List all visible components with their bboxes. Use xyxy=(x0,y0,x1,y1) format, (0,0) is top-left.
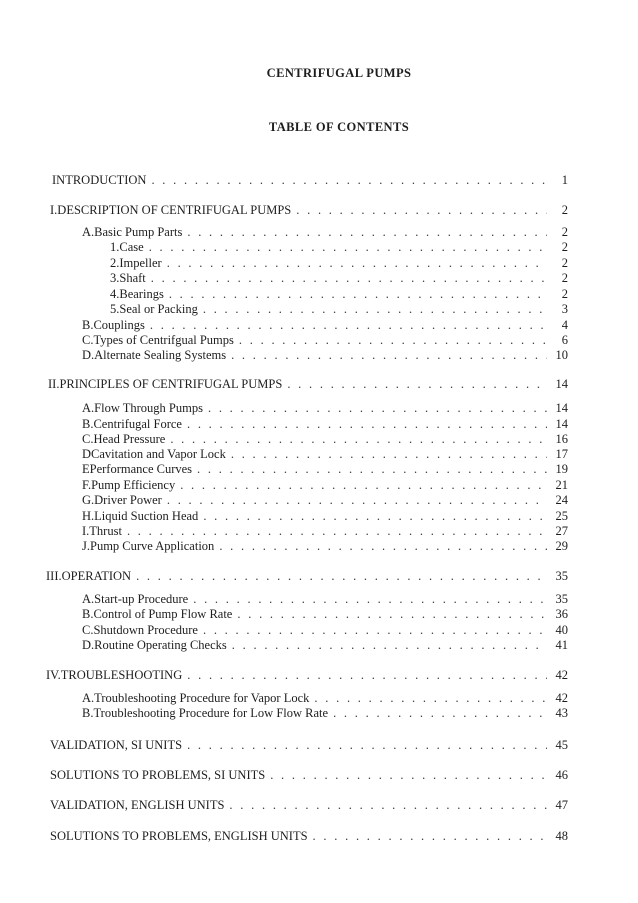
toc-entry xyxy=(46,569,568,584)
toc-entry-page-number: 2 xyxy=(561,240,568,254)
toc-entry-label: Shutdown Procedure xyxy=(93,623,198,637)
toc-entry xyxy=(82,607,568,622)
toc-entry xyxy=(82,318,568,333)
toc-entry-label: Cavitation and Vapor Lock xyxy=(91,447,226,461)
toc-entry-label: Troubleshooting Procedure for Vapor Lock xyxy=(94,691,310,705)
toc-entry-number: B. xyxy=(82,318,94,332)
dot-leader xyxy=(150,318,547,333)
toc-entry-label: Bearings xyxy=(119,287,164,301)
toc-entry-page-number: 14 xyxy=(555,377,568,391)
dot-leader xyxy=(203,623,547,638)
toc-entry-label: VALIDATION, ENGLISH UNITS xyxy=(50,798,225,812)
toc-entry-number: A. xyxy=(82,691,95,705)
toc-entry xyxy=(50,829,568,844)
toc-entry xyxy=(82,447,568,462)
toc-entry-label: Performance Curves xyxy=(89,462,193,476)
dot-leader xyxy=(187,225,547,240)
toc-entry-label: PRINCIPLES OF CENTRIFUGAL PUMPS xyxy=(59,377,283,391)
toc-entry-label: Impeller xyxy=(119,256,162,270)
toc-entry-page-number: 2 xyxy=(561,203,568,217)
dot-leader xyxy=(219,539,547,554)
dot-leader xyxy=(208,401,547,416)
toc-entry-page-number: 24 xyxy=(555,493,568,507)
toc-entry-number: A. xyxy=(82,592,95,606)
toc-entry-number: F. xyxy=(82,478,92,492)
toc-entry-number: I. xyxy=(50,203,58,217)
dot-leader xyxy=(187,668,547,683)
document-title: CENTRIFUGAL PUMPS xyxy=(266,66,412,80)
toc-entry-number: D xyxy=(82,447,92,461)
dot-leader xyxy=(314,691,547,706)
dot-leader xyxy=(197,462,547,477)
dot-leader xyxy=(187,417,547,432)
toc-entry-label: Centrifugal Force xyxy=(93,417,182,431)
toc-entry xyxy=(82,509,568,524)
toc-entry xyxy=(50,738,568,753)
toc-entry-label: Control of Pump Flow Rate xyxy=(93,607,233,621)
toc-entry-label: SOLUTIONS TO PROBLEMS, SI UNITS xyxy=(50,768,266,782)
toc-entry-number: II. xyxy=(48,377,60,391)
toc-entry-page-number: 35 xyxy=(555,592,568,606)
toc-entry-label: Start-up Procedure xyxy=(94,592,189,606)
toc-entry-page-number: 1 xyxy=(561,173,568,187)
toc-entry xyxy=(82,478,568,493)
toc-heading: TABLE OF CONTENTS xyxy=(268,120,410,134)
dot-leader xyxy=(203,302,547,317)
dot-leader xyxy=(231,348,547,363)
toc-entry-number: III. xyxy=(46,569,62,583)
toc-entry-page-number: 40 xyxy=(555,623,568,637)
toc-entry-page-number: 2 xyxy=(561,225,568,239)
toc-entry-label: Liquid Suction Head xyxy=(94,509,199,523)
toc-entry-page-number: 25 xyxy=(555,509,568,523)
dot-leader xyxy=(169,287,547,302)
toc-entry xyxy=(82,348,568,363)
toc-entry-number: 4. xyxy=(110,287,120,301)
toc-entry-number: I. xyxy=(82,524,90,538)
toc-entry xyxy=(48,377,568,392)
toc-entry-page-number: 47 xyxy=(555,798,568,812)
dot-leader xyxy=(270,768,547,783)
toc-entry-page-number: 3 xyxy=(561,302,568,316)
toc-entry xyxy=(82,493,568,508)
toc-entry xyxy=(82,638,568,653)
toc-entry-number: G. xyxy=(82,493,95,507)
toc-entry-page-number: 42 xyxy=(555,668,568,682)
dot-leader xyxy=(149,240,547,255)
dot-leader xyxy=(237,607,547,622)
dot-leader xyxy=(333,706,547,721)
toc-entry-label: Routine Operating Checks xyxy=(94,638,227,652)
toc-entry-page-number: 14 xyxy=(555,417,568,431)
toc-entry-label: INTRODUCTION xyxy=(52,173,147,187)
toc-entry xyxy=(46,668,568,683)
toc-entry-label: Case xyxy=(119,240,144,254)
toc-entry xyxy=(110,240,568,255)
dot-leader xyxy=(180,478,547,493)
dot-leader xyxy=(151,271,547,286)
dot-leader xyxy=(296,203,547,218)
dot-leader xyxy=(193,592,547,607)
toc-entry-label: Basic Pump Parts xyxy=(94,225,183,239)
toc-entry-number: 3. xyxy=(110,271,120,285)
toc-entry-label: Thrust xyxy=(89,524,122,538)
toc-entry-number: A. xyxy=(82,225,95,239)
toc-entry-page-number: 16 xyxy=(555,432,568,446)
toc-entry-number: E xyxy=(82,462,90,476)
toc-entry-label: VALIDATION, SI UNITS xyxy=(50,738,183,752)
toc-entry-label: SOLUTIONS TO PROBLEMS, ENGLISH UNITS xyxy=(50,829,308,843)
toc-entry-label: Couplings xyxy=(93,318,145,332)
toc-entry xyxy=(110,287,568,302)
toc-entry xyxy=(50,203,568,218)
toc-entry-number: J. xyxy=(82,539,90,553)
toc-entry-page-number: 2 xyxy=(561,271,568,285)
toc-entry-number: C. xyxy=(82,333,94,347)
toc-entry-page-number: 48 xyxy=(555,829,568,843)
toc-entry-page-number: 46 xyxy=(555,768,568,782)
toc-entry-label: Head Pressure xyxy=(93,432,166,446)
toc-entry-page-number: 17 xyxy=(555,447,568,461)
toc-entry xyxy=(82,592,568,607)
toc-entry-page-number: 2 xyxy=(561,287,568,301)
toc-entry-page-number: 4 xyxy=(561,318,568,332)
toc-entry-page-number: 45 xyxy=(555,738,568,752)
toc-entry xyxy=(82,401,568,416)
dot-leader xyxy=(232,638,547,653)
toc-entry-number: B. xyxy=(82,417,94,431)
toc-entry-number: D. xyxy=(82,348,95,362)
toc-entry xyxy=(82,417,568,432)
dot-leader xyxy=(287,377,547,392)
toc-entry-number: D. xyxy=(82,638,95,652)
toc-entry-page-number: 29 xyxy=(555,539,568,553)
toc-entry xyxy=(110,271,568,286)
toc-entry-page-number: 10 xyxy=(555,348,568,362)
toc-entry-number: C. xyxy=(82,623,94,637)
toc-entry xyxy=(82,539,568,554)
dot-leader xyxy=(313,829,547,844)
toc-entry-label: DESCRIPTION OF CENTRIFUGAL PUMPS xyxy=(57,203,292,217)
toc-entry xyxy=(110,256,568,271)
toc-entry-page-number: 35 xyxy=(555,569,568,583)
toc-entry xyxy=(50,798,568,813)
dot-leader xyxy=(127,524,547,539)
toc-entry-page-number: 27 xyxy=(555,524,568,538)
toc-entry-label: Flow Through Pumps xyxy=(94,401,203,415)
toc-entry xyxy=(52,173,568,188)
toc-entry-page-number: 43 xyxy=(555,706,568,720)
toc-entry xyxy=(82,691,568,706)
dot-leader xyxy=(203,509,547,524)
toc-entry xyxy=(110,302,568,317)
toc-entry-page-number: 41 xyxy=(555,638,568,652)
toc-entry-label: Pump Curve Application xyxy=(90,539,215,553)
dot-leader xyxy=(136,569,547,584)
toc-entry-number: H. xyxy=(82,509,95,523)
toc-entry-number: A. xyxy=(82,401,95,415)
toc-entry-label: Alternate Sealing Systems xyxy=(94,348,227,362)
toc-entry xyxy=(82,524,568,539)
toc-entry xyxy=(82,225,568,240)
toc-entry xyxy=(82,333,568,348)
toc-entry-number: B. xyxy=(82,706,94,720)
dot-leader xyxy=(167,493,547,508)
toc-entry xyxy=(82,706,568,721)
toc-entry-number: IV. xyxy=(46,668,61,682)
toc-entry-page-number: 36 xyxy=(555,607,568,621)
toc-entry-number: 2. xyxy=(110,256,120,270)
toc-entry-page-number: 2 xyxy=(561,256,568,270)
dot-leader xyxy=(167,256,547,271)
toc-entry-page-number: 6 xyxy=(561,333,568,347)
toc-entry xyxy=(82,623,568,638)
toc-entry-label: Shaft xyxy=(119,271,146,285)
dot-leader xyxy=(229,798,547,813)
toc-entry-number: C. xyxy=(82,432,94,446)
toc-entry-label: OPERATION xyxy=(61,569,132,583)
toc-entry-label: Driver Power xyxy=(94,493,162,507)
toc-entry-page-number: 42 xyxy=(555,691,568,705)
dot-leader xyxy=(170,432,547,447)
toc-entry xyxy=(82,462,568,477)
toc-entry-label: Troubleshooting Procedure for Low Flow Rate xyxy=(93,706,329,720)
toc-entry-label: Pump Efficiency xyxy=(91,478,176,492)
dot-leader xyxy=(151,173,547,188)
toc-entry-page-number: 21 xyxy=(555,478,568,492)
toc-entry-number: 1. xyxy=(110,240,120,254)
toc-entry xyxy=(82,432,568,447)
toc-entry-number: 5. xyxy=(110,302,120,316)
toc-entry-number: B. xyxy=(82,607,94,621)
toc-entry-page-number: 19 xyxy=(555,462,568,476)
toc-entry-page-number: 14 xyxy=(555,401,568,415)
toc-entry-label: Types of Centrifgual Pumps xyxy=(93,333,234,347)
dot-leader xyxy=(231,447,547,462)
toc-entry xyxy=(50,768,568,783)
dot-leader xyxy=(239,333,547,348)
toc-entry-label: TROUBLESHOOTING xyxy=(60,668,183,682)
toc-entry-label: Seal or Packing xyxy=(119,302,198,316)
dot-leader xyxy=(187,738,547,753)
